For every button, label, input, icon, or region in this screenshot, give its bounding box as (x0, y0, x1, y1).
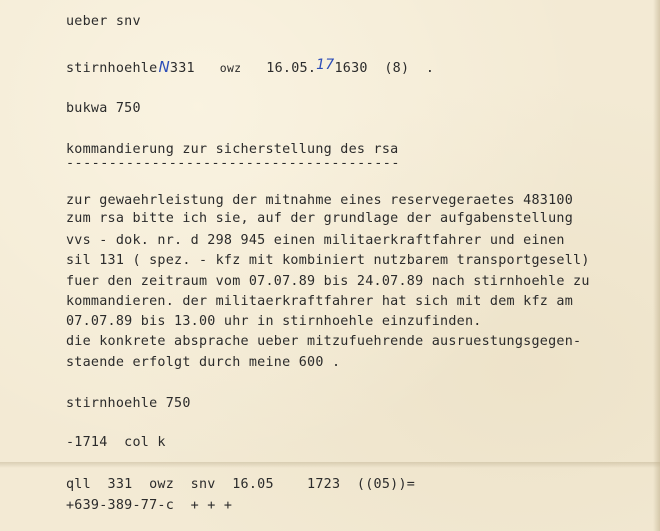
body-line-7: 07.07.89 bis 13.00 uhr in stirnhoehle einzufinden. (66, 314, 482, 329)
body-line-2: zum rsa bitte ich sie, auf der grundlage der aufgabenstellung (66, 211, 574, 226)
footer-line-2: +639-389-77-c + + + (66, 498, 233, 513)
recipient-line: bukwa 750 (66, 101, 141, 116)
body-line-8: die konkrete absprache ueber mitzufuehrende ausruestungsgegen- (66, 334, 582, 349)
paper-edge (653, 0, 660, 531)
body-line-6: kommandieren. der militaerkraftfahrer hat sich mit dem kfz am (66, 294, 574, 309)
subject-line: kommandierung zur sicherstellung des rsa (66, 142, 399, 157)
routing-line: ueber snv (66, 14, 141, 29)
paper-fold (0, 462, 660, 468)
header-dot: . (425, 61, 435, 76)
header-prefix: stirnhoehle (66, 61, 158, 76)
body-line-5: fuer den zeitraum vom 07.07.89 bis 24.07.89 nach stirnhoehle zu (66, 274, 590, 289)
handwritten-hour: 17 (316, 57, 335, 73)
handwritten-mark: N (158, 58, 170, 76)
sender-line: stirnhoehle 750 (66, 396, 191, 411)
header-code: (8) (384, 61, 410, 76)
body-line-3: vvs - dok. nr. d 298 945 einen militaerkraftfahrer und einen (66, 233, 565, 248)
body-line-4: sil 131 ( spez. - kfz mit kombiniert nutzbarem transportgesell) (66, 253, 590, 268)
header-time: 1630 (334, 61, 368, 76)
footer-line-1: qll 331 owz snv 16.05 1723 ((05))= (66, 477, 416, 492)
subject-underline: --------------------------------------- (66, 156, 400, 171)
header-number: 331 (169, 61, 195, 76)
header-line (66, 59, 434, 77)
body-line-9: staende erfolgt durch meine 600 . (66, 355, 341, 370)
body-line-1: zur gewaehrleistung der mitnahme eines reservegeraetes 483100 (66, 193, 574, 208)
signature-line: -1714 col k (66, 435, 166, 450)
header-date: 16.05. (266, 61, 317, 76)
header-owz: owz (219, 61, 242, 75)
